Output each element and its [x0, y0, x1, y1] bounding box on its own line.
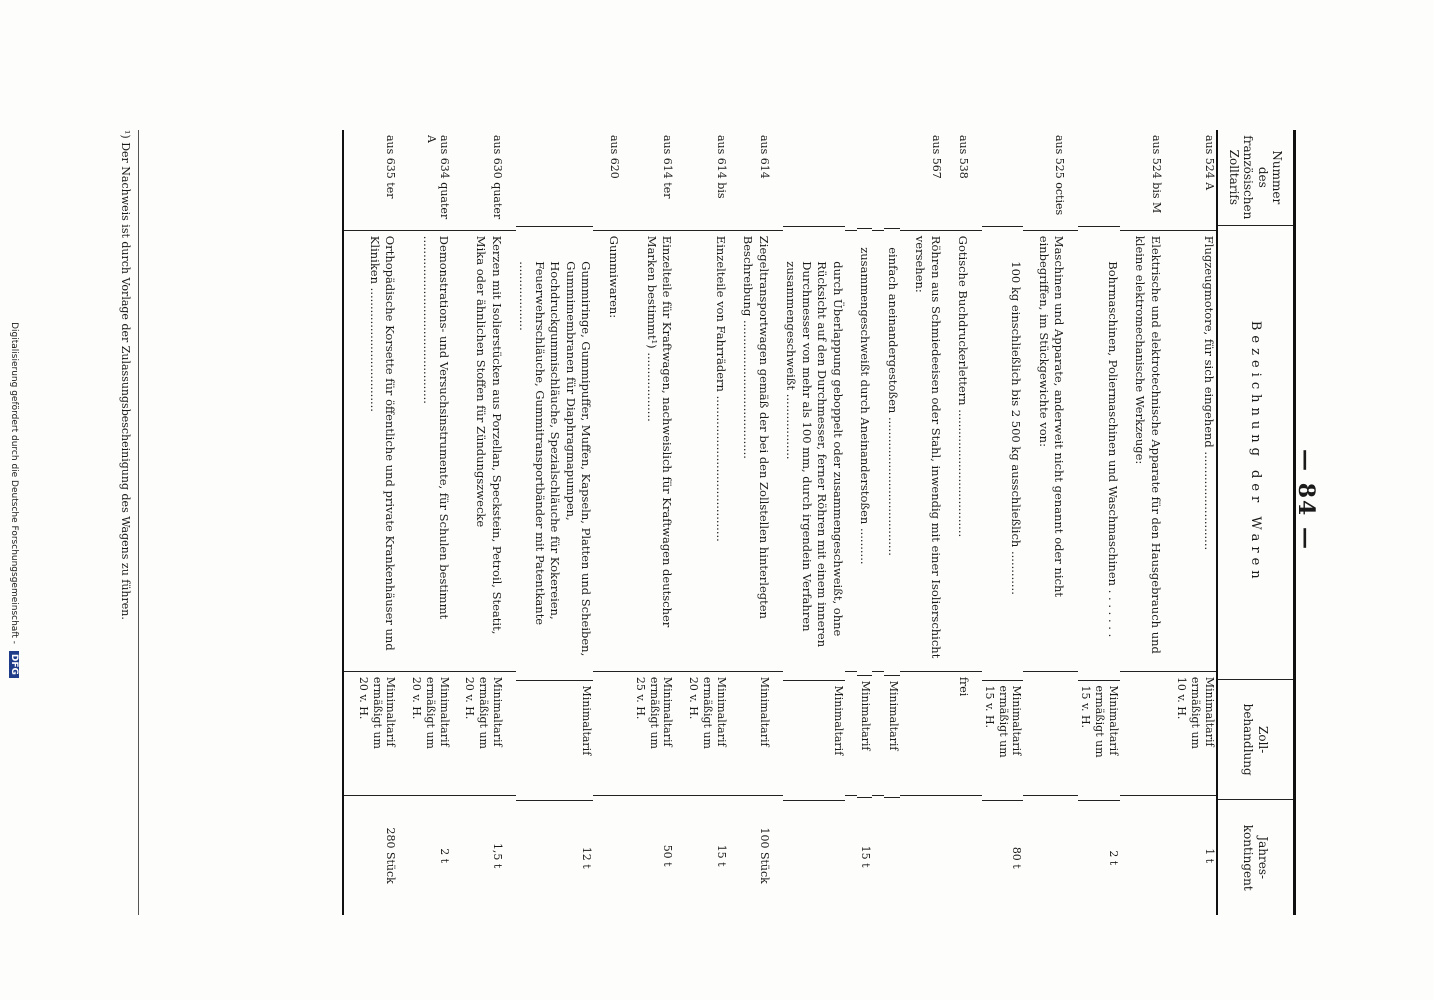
- spacer-cell: [900, 671, 912, 795]
- table-row: [606, 130, 622, 915]
- row-spacer: [451, 130, 463, 915]
- row-number: [982, 130, 1023, 226]
- spacer-cell: [504, 671, 516, 795]
- table-row: [1132, 130, 1163, 915]
- row-spacer: [674, 130, 686, 915]
- row-spacer: [943, 130, 955, 915]
- row-treatment: Minimaltarif ermäßigt um 20 v. H.: [409, 671, 450, 795]
- row-quota: 15 t: [686, 795, 727, 915]
- row-number: aus 614 ter: [661, 135, 675, 199]
- row-description: Gotische Buchdruckerlettern ...................................: [955, 230, 971, 671]
- spacer-cell: [1066, 130, 1078, 230]
- tariff-table: [342, 130, 1296, 915]
- table-header: [1216, 130, 1293, 915]
- spacer-cell: [1023, 130, 1035, 230]
- spacer-cell: [621, 795, 633, 915]
- table-row: [912, 130, 943, 915]
- spacer-cell: [1163, 130, 1175, 230]
- row-treatment: Minimaltarif: [857, 675, 873, 797]
- header-description: Bezeichnung der Waren: [1218, 225, 1293, 679]
- row-treatment: Minimaltarif ermäßigt um 25 v. H.: [633, 671, 674, 795]
- row-quota: [1132, 795, 1163, 915]
- spacer-cell: [674, 795, 686, 915]
- spacer-cell: [621, 230, 633, 671]
- spacer-cell: [970, 795, 982, 915]
- spacer-cell: [594, 671, 606, 795]
- spacer-cell: [728, 130, 740, 230]
- row-spacer: [872, 130, 884, 915]
- row-number: aus 635 ter: [384, 135, 398, 199]
- spacer-cell: [1120, 795, 1132, 915]
- row-spacer: [900, 130, 912, 915]
- spacer-cell: [1066, 230, 1078, 671]
- table-row: [356, 130, 397, 915]
- spacer-cell: [728, 795, 740, 915]
- row-spacer: [594, 130, 606, 915]
- spacer-cell: [594, 795, 606, 915]
- spacer-cell: [621, 130, 633, 230]
- spacer-cell: [970, 671, 982, 795]
- header-treatment: Zoll- behandlung: [1218, 679, 1293, 800]
- spacer-cell: [872, 671, 884, 795]
- spacer-cell: [1023, 230, 1035, 671]
- row-treatment: Minimaltarif ermäßigt um 20 v. H.: [686, 671, 727, 795]
- row-quota: 80 t: [982, 800, 1023, 915]
- row-treatment: Minimaltarif ermäßigt um 15 v. H.: [982, 680, 1023, 800]
- spacer-cell: [504, 230, 516, 671]
- dfg-credit: [9, 0, 19, 1000]
- spacer-cell: [397, 671, 409, 795]
- spacer-cell: [674, 671, 686, 795]
- row-treatment: Minimaltarif ermäßigt um 20 v. H.: [356, 671, 397, 795]
- row-description: Flugzeugmotore, für sich eingehend ...........................: [1175, 230, 1216, 671]
- row-number: [857, 130, 873, 228]
- row-quota: [606, 795, 622, 915]
- spacer-cell: [397, 130, 409, 230]
- row-description: Einzelteile für Kraftwagen, nachweislich für Kraftwagen deutscher Marken bestimmt¹) ...................: [633, 230, 674, 671]
- row-number: aus 614 bis: [714, 135, 728, 199]
- spacer-cell: [1066, 671, 1078, 795]
- spacer-cell: [872, 795, 884, 915]
- row-quota: 280 Stück: [356, 795, 397, 915]
- spacer-cell: [728, 230, 740, 671]
- table-row: [463, 130, 504, 915]
- row-description: Einzelteile von Fahrrädern ........................................: [686, 230, 727, 671]
- row-spacer: [397, 130, 409, 915]
- row-treatment: Minimaltarif ermäßigt um 10 v. H.: [1175, 671, 1216, 795]
- table-row: [857, 130, 873, 915]
- row-spacer: [1120, 130, 1132, 915]
- spacer-cell: [397, 795, 409, 915]
- spacer-cell: [344, 671, 356, 795]
- row-description: Maschinen und Apparate, anderweit nicht genannt oder nicht einbegriffen, im Stückgewichte von:: [1035, 230, 1066, 671]
- spacer-cell: [1163, 671, 1175, 795]
- row-spacer: [970, 130, 982, 915]
- spacer-cell: [344, 795, 356, 915]
- table-row: [633, 130, 674, 915]
- row-treatment: [1035, 671, 1066, 795]
- row-quota: [1035, 795, 1066, 915]
- row-description: Elektrische und elektrotechnische Apparate für den Hausgebrauch und kleine elektromechanische Werkzeuge:: [1132, 230, 1163, 671]
- spacer-cell: [594, 230, 606, 671]
- row-treatment: Minimaltarif ermäßigt um 20 v. H.: [463, 671, 504, 795]
- row-description: 100 kg einschließlich bis 2 500 kg ausschließlich ............: [982, 226, 1023, 679]
- spacer-cell: [1023, 671, 1035, 795]
- spacer-cell: [771, 795, 783, 915]
- row-quota: [912, 795, 943, 915]
- row-treatment: [912, 671, 943, 795]
- spacer-cell: [674, 130, 686, 230]
- row-spacer: [504, 130, 516, 915]
- table-row: [409, 130, 450, 915]
- row-treatment: Minimaltarif: [740, 671, 771, 795]
- row-spacer: [621, 130, 633, 915]
- spacer-cell: [344, 130, 356, 230]
- spacer-cell: [1163, 795, 1175, 915]
- row-number: aus 567: [929, 135, 943, 179]
- row-spacer: [771, 130, 783, 915]
- row-description: durch Überlappung geboppelt oder zusammengeschweißt, ohne Rücksicht auf den Durchmesser, ferner Röhren mit einem inneren Durchmesser von mehr als 100 mm, durch irgendein Verfahren zusammengeschweißt ..................: [783, 226, 845, 679]
- row-number: aus 524 bis M: [1149, 135, 1163, 214]
- spacer-cell: [845, 671, 857, 795]
- table-row: [1175, 130, 1216, 915]
- row-number: aus 538: [957, 135, 971, 179]
- spacer-cell: [900, 230, 912, 671]
- spacer-cell: [451, 130, 463, 230]
- spacer-cell: [1163, 230, 1175, 671]
- table-row: [686, 130, 727, 915]
- spacer-cell: [728, 671, 740, 795]
- row-number: [884, 130, 900, 228]
- row-description: einfach aneinandergestoßen ......................................: [884, 228, 900, 675]
- row-description: Röhren aus Schmiedeeisen oder Stahl, inwendig mit einer Isolierschicht versehen:: [912, 230, 943, 671]
- row-quota: 100 Stück: [740, 795, 771, 915]
- row-number: [783, 130, 845, 226]
- dfg-credit-text: Digitalisierung gefördert durch die Deutsche Forschungsgemeinschaft -: [9, 322, 19, 644]
- row-quota: 2 t: [1078, 800, 1119, 915]
- spacer-cell: [1120, 671, 1132, 795]
- row-description: Demonstrations- und Versuchsinstrumente, für Schulen bestimmt ..............................................: [409, 230, 450, 671]
- spacer-cell: [771, 671, 783, 795]
- row-number: aus 525 octies: [1053, 135, 1067, 216]
- spacer-cell: [943, 130, 955, 230]
- row-description: Orthopädische Korsette für öffentliche und private Krankenhäuser und Kliniken ..................................: [356, 230, 397, 671]
- row-quota: 1,5 t: [463, 795, 504, 915]
- spacer-cell: [397, 230, 409, 671]
- row-number: aus 524 A: [1203, 135, 1216, 191]
- table-row: [1078, 130, 1119, 915]
- row-quota: [783, 800, 845, 915]
- spacer-cell: [504, 795, 516, 915]
- row-quota: [884, 797, 900, 915]
- spacer-cell: [970, 130, 982, 230]
- row-spacer: [845, 130, 857, 915]
- spacer-cell: [872, 230, 884, 671]
- row-treatment: Minimaltarif: [884, 675, 900, 797]
- spacer-cell: [451, 671, 463, 795]
- spacer-cell: [1120, 130, 1132, 230]
- row-description: zusammengeschweißt durch Aneinanderstoßen ..........: [857, 228, 873, 675]
- row-treatment: Minimaltarif ermäßigt um 15 v. H.: [1078, 680, 1119, 800]
- row-description: Ziegeltransportwagen gemäß der bei den Zollstellen hinterlegten Beschreibung ......................................: [740, 230, 771, 671]
- row-spacer: [344, 130, 356, 915]
- row-description: Gummiringe, Gummipuffer, Muffen, Kapseln, Platten und Scheiben, Gummimembranen für Diaphragmapumpen, Hochdruckgummischläuche, Spezialschläuche für Kokereien, Feuerwehrschläuche, Gummitransportbänder mit Patentkante ...................: [516, 226, 594, 679]
- row-number: aus 630 quater: [490, 135, 504, 220]
- row-quota: 12 t: [516, 800, 594, 915]
- row-quota: 1 t: [1175, 795, 1216, 915]
- table-row: [1035, 130, 1066, 915]
- spacer-cell: [872, 130, 884, 230]
- table-body: [344, 130, 1216, 915]
- row-spacer: [1066, 130, 1078, 915]
- spacer-cell: [900, 130, 912, 230]
- spacer-cell: [943, 230, 955, 671]
- spacer-cell: [845, 795, 857, 915]
- row-treatment: Minimaltarif: [516, 680, 594, 800]
- row-description: Gummiwaren:: [606, 230, 622, 671]
- table-row: [740, 130, 771, 915]
- row-quota: 2 t: [409, 795, 450, 915]
- spacer-cell: [970, 230, 982, 671]
- table-row: [955, 130, 971, 915]
- header-number: Nummer des französischen Zolltarifs: [1227, 135, 1285, 220]
- spacer-cell: [594, 130, 606, 230]
- spacer-cell: [451, 230, 463, 671]
- row-description: Kerzen mit Isolierstücken aus Porzellan, Speckstein, Petroil, Steatit, Mika oder ähnlichen Stoffen für Zündungszwecke: [463, 230, 504, 671]
- row-treatment: [1132, 671, 1163, 795]
- table-row: [982, 130, 1023, 915]
- row-treatment: frei: [955, 671, 971, 795]
- spacer-cell: [845, 130, 857, 230]
- spacer-cell: [1023, 795, 1035, 915]
- row-description: Bohrmaschinen, Poliermaschinen und Waschmaschinen . . . . . . .: [1078, 226, 1119, 679]
- spacer-cell: [845, 230, 857, 671]
- table-row: [783, 130, 845, 915]
- spacer-cell: [504, 130, 516, 230]
- row-quota: [955, 795, 971, 915]
- page-number: — 84 —: [1293, 449, 1319, 551]
- row-quota: 50 t: [633, 795, 674, 915]
- spacer-cell: [771, 130, 783, 230]
- row-spacer: [1163, 130, 1175, 915]
- row-treatment: Minimaltarif: [783, 680, 845, 800]
- spacer-cell: [943, 795, 955, 915]
- spacer-cell: [1120, 230, 1132, 671]
- row-quota: 15 t: [857, 797, 873, 915]
- row-number: aus 614: [757, 135, 771, 179]
- header-quota: Jahres- kontingent: [1218, 799, 1293, 915]
- spacer-cell: [1066, 795, 1078, 915]
- spacer-cell: [344, 230, 356, 671]
- table-row: [884, 130, 900, 915]
- table-row: [516, 130, 594, 915]
- dfg-logo: DFG: [9, 651, 19, 678]
- spacer-cell: [771, 230, 783, 671]
- row-number: aus 634 quater A: [424, 135, 451, 220]
- row-spacer: [1023, 130, 1035, 915]
- spacer-cell: [674, 230, 686, 671]
- row-treatment: [606, 671, 622, 795]
- row-number: aus 620: [608, 135, 622, 179]
- spacer-cell: [451, 795, 463, 915]
- spacer-cell: [943, 671, 955, 795]
- spacer-cell: [621, 671, 633, 795]
- spacer-cell: [900, 795, 912, 915]
- row-number: [516, 130, 594, 226]
- row-spacer: [728, 130, 740, 915]
- footnote: ¹) Der Nachweis ist durch Vorlage der Zulassungsbescheinigung des Wagens zu führen.: [119, 130, 139, 915]
- row-number: [1078, 130, 1119, 226]
